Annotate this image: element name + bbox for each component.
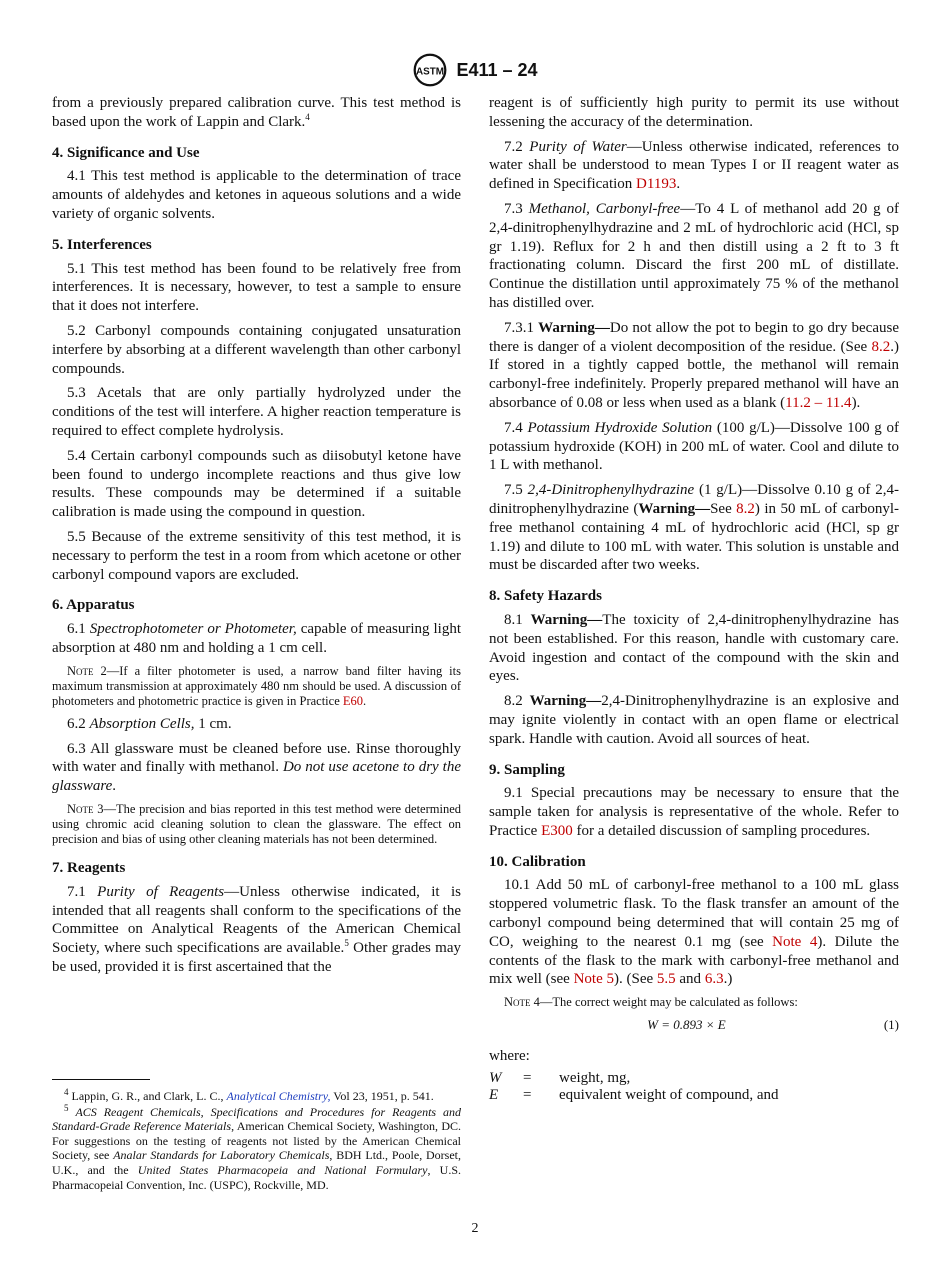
footnote-4: $^4$ Lappin, G. R., and Clark, L. C., Analytical Chemistry, Vol 23, 1951, p. 541. — [64, 1087, 434, 1103]
paragraph-5-5: 5.5 Because of the extreme sensitivity of this test method, it is necessary to perform the test in a room from which acetone or other carbonyl compound vapors are excluded. — [52, 528, 461, 583]
section-5-heading: 5. Interferences — [52, 236, 152, 253]
paragraph-7-1: 7.1 Purity of Reagents—Unless otherwise indicated, it is intended that all reagents shall conform to the specifications of the Committee on Analytical Reagents of the American Chemical Society, where such specifications are available.$^5$ Other grades may be used, provided it is first ascertained that the — [52, 883, 461, 975]
section-8-heading: 8. Safety Hazards — [489, 588, 602, 605]
equation-formula: W = 0.893 × E — [647, 1017, 726, 1033]
section-6-heading: 6. Apparatus — [52, 597, 135, 614]
section-4-heading: 4. Significance and Use — [52, 144, 200, 161]
paragraph-9-1: 9.1 Special precautions may be necessary to ensure that the sample taken for analysis is representative of the whole. Refer to Practice E300 for a detailed discussion of sampling procedures. — [489, 785, 899, 839]
paragraph-7-3: 7.3 Methanol, Carbonyl-free—To 4 L of methanol add 20 g of 2,4-dinitrophenylhydrazine and 2 mL of hydrochloric acid (HCl, sp gr 1.19). Reflux for 2 h and then distill using a 2 ft to 3 ft fractionating column. Discard the first 200 mL of distillate. Continue the distillation until approximately 75 % of the methanol has distilled over. — [489, 200, 900, 311]
link-note-4[interactable]: Note 4 — [772, 933, 818, 950]
paragraph-5-1: 5.1 This test method has been found to be relatively free from interferences. It is necessary, however, to test a sample to ensure that it does not interfere. — [52, 260, 461, 315]
paragraph-7-2: 7.2 Purity of Water—Unless otherwise indicated, references to water shall be understood to mean Types I or II reagent water as defined in Specification D1193. — [489, 138, 899, 193]
link-5-5[interactable]: 5.5 — [656, 971, 676, 988]
section-7-heading: 7. Reagents — [52, 859, 126, 876]
link-8-2[interactable]: 8.2 — [871, 338, 891, 355]
paragraph-6-3: 6.3 All glassware must be cleaned before use. Rinse thoroughly with water and finally with methanol. Do not use acetone to dry the glassware. — [52, 740, 461, 795]
link-6-3[interactable]: 6.3 — [704, 971, 724, 988]
link-d1193[interactable]: D1193 — [636, 176, 677, 193]
paragraph-7-5: 7.5 2,4-Dinitrophenylhydrazine (1 g/L)—Dissolve 0.10 g of 2,4-dinitrophenylhydrazine (Warning—See 8.2) in 50 mL of carbonyl-free methanol containing 4 mL of hydrochloric acid (HCl, sp gr 1.19) and dilute to 100 mL with water. This solution is unstable and must be discarded after two weeks. — [489, 482, 900, 574]
note-2: Note 2—If a filter photometer is used, a narrow band filter having its maximum transmission at approximately 480 nm should be used. A discussion of photometers and photometric practice is given in Practice E60. — [52, 663, 461, 708]
paragraph-6-2: 6.2 Absorption Cells, 1 cm. — [67, 715, 232, 732]
note-3: Note 3—The precision and bias reported in this test method were determined using chromic acid cleaning solution to clean the glassware. The effect on precision and bias of using other cleaning materials has not been determined. — [52, 801, 461, 846]
paragraph-5-2: 5.2 Carbonyl compounds containing conjugated unsaturation interfere by absorbing at a different wavelength than other carbonyl compounds. — [52, 322, 461, 377]
link-11-2-11-4[interactable]: 11.2 – 11.4 — [785, 394, 852, 411]
paragraph-5-3: 5.3 Acetals that are only partially hydrolyzed under the conditions of the test will interfere. A higher reaction temperature is required to effect complete hydrolysis. — [52, 385, 461, 439]
link-8-2[interactable]: 8.2 — [736, 500, 755, 517]
link-analytical-chemistry[interactable]: Analytical Chemistry, — [226, 1089, 331, 1103]
footnotes — [52, 1089, 461, 1193]
paragraph-continued-right: reagent is of sufficiently high purity to permit its use without lessening the accuracy of the determination. — [489, 95, 899, 130]
footnote-ref-5[interactable]: 5 — [344, 938, 349, 949]
where-label: where: — [489, 1048, 530, 1065]
paragraph-10-1: 10.1 Add 50 mL of carbonyl-free methanol to a 100 mL glass stoppered volumetric flask. To the flask transfer an amount of the carbonyl compound being determined that will contain 25 mg of CO, weighing to the nearest 0.1 mg (see Note 4). Dilute the contents of the flask to the mark with carbonyl-free methanol and mix well (see Note 5). (See 5.5 and 6.3.) — [489, 877, 899, 988]
paragraph-8-1: 8.1 Warning—The toxicity of 2,4-dinitrophenylhydrazine has not been established. For this reason, handle with customary care. Avoid ingestion and contact of the compound with the skin and eyes. — [489, 611, 899, 685]
paragraph-8-2: 8.2 Warning—2,4-Dinitrophenylhydrazine is an explosive and may ignite violently in contact with an open flame or electrical spark. Handle with caution. Avoid all sources of heat. — [489, 693, 899, 747]
paragraph-7-4: 7.4 Potassium Hydroxide Solution (100 g/L)—Dissolve 100 g of potassium hydroxide (KOH) in 200 mL of water. Cool and dilute to 1 L with methanol. — [489, 419, 900, 474]
paragraph-4-1: 4.1 This test method is applicable to the determination of trace amounts of aldehydes and ketones in aqueous solutions and a wide variety of organic solvents. — [52, 168, 461, 222]
right-column — [489, 94, 899, 1104]
page-number: 2 — [471, 1221, 479, 1236]
link-note-5[interactable]: Note 5 — [573, 971, 614, 988]
section-9-heading: 9. Sampling — [489, 761, 565, 778]
paragraph-5-4: 5.4 Certain carbonyl compounds such as diisobutyl ketone have been found to undergo incomplete reactions and thus give low results. These compounds may be determined if a suitable calibration is made using the compound in question. — [52, 447, 461, 521]
footnote-5: $^5$ ACS Reagent Chemicals, Specifications and Procedures for Reagents and Standard-Grade Reference Materials, American Chemical Society, Washington, DC. For suggestions on the testing of reagents not listed by the American Chemical Society, see Analar Standards for Laboratory Chemicals, BDH Ltd., Poole, Dorset, U.K., and the United States Pharmacopeia and National Formulary, U.S. Pharmacopeial Convention, Inc. (USPC), Rockville, MD. — [52, 1102, 462, 1192]
link-e300[interactable]: E300 — [541, 822, 573, 839]
equation-1 — [489, 1016, 899, 1035]
page-header — [0, 52, 950, 93]
link-e60[interactable]: E60 — [342, 693, 364, 708]
footnote-divider — [52, 1079, 150, 1080]
document-id: E411 – 24 — [456, 59, 538, 80]
footnote-ref-4[interactable]: 4 — [305, 111, 310, 122]
section-10-heading: 10. Calibration — [489, 853, 586, 870]
definition-row: E = equivalent weight of compound, and — [489, 1086, 779, 1103]
paragraph-6-1: 6.1 Spectrophotometer or Photometer, capable of measuring light absorption at 480 nm and holding a 1 cm cell. — [52, 621, 461, 656]
paragraph-7-3-1: 7.3.1 Warning—Do not allow the pot to begin to go dry because there is danger of a violent decomposition of the residue. (See 8.2.) If stored in a tightly capped bottle, the methanol will remain carbonyl-free indefinitely. Properly prepared methanol will have an absorbance of 0.08 or less when used as a blank (11.2 – 11.4). — [489, 319, 899, 411]
left-column — [52, 94, 461, 983]
svg-text:ASTM: ASTM — [416, 66, 445, 78]
equation-number: (1) — [883, 1017, 899, 1033]
paragraph-continued: from a previously prepared calibration curve. This test method is based upon the work of Lappin and Clark.$^4$ — [52, 95, 461, 130]
astm-logo-icon — [412, 52, 448, 88]
definition-row: W = weight, mg, — [489, 1069, 631, 1086]
note-4: Note 4—The correct weight may be calculated as follows: — [504, 995, 798, 1010]
